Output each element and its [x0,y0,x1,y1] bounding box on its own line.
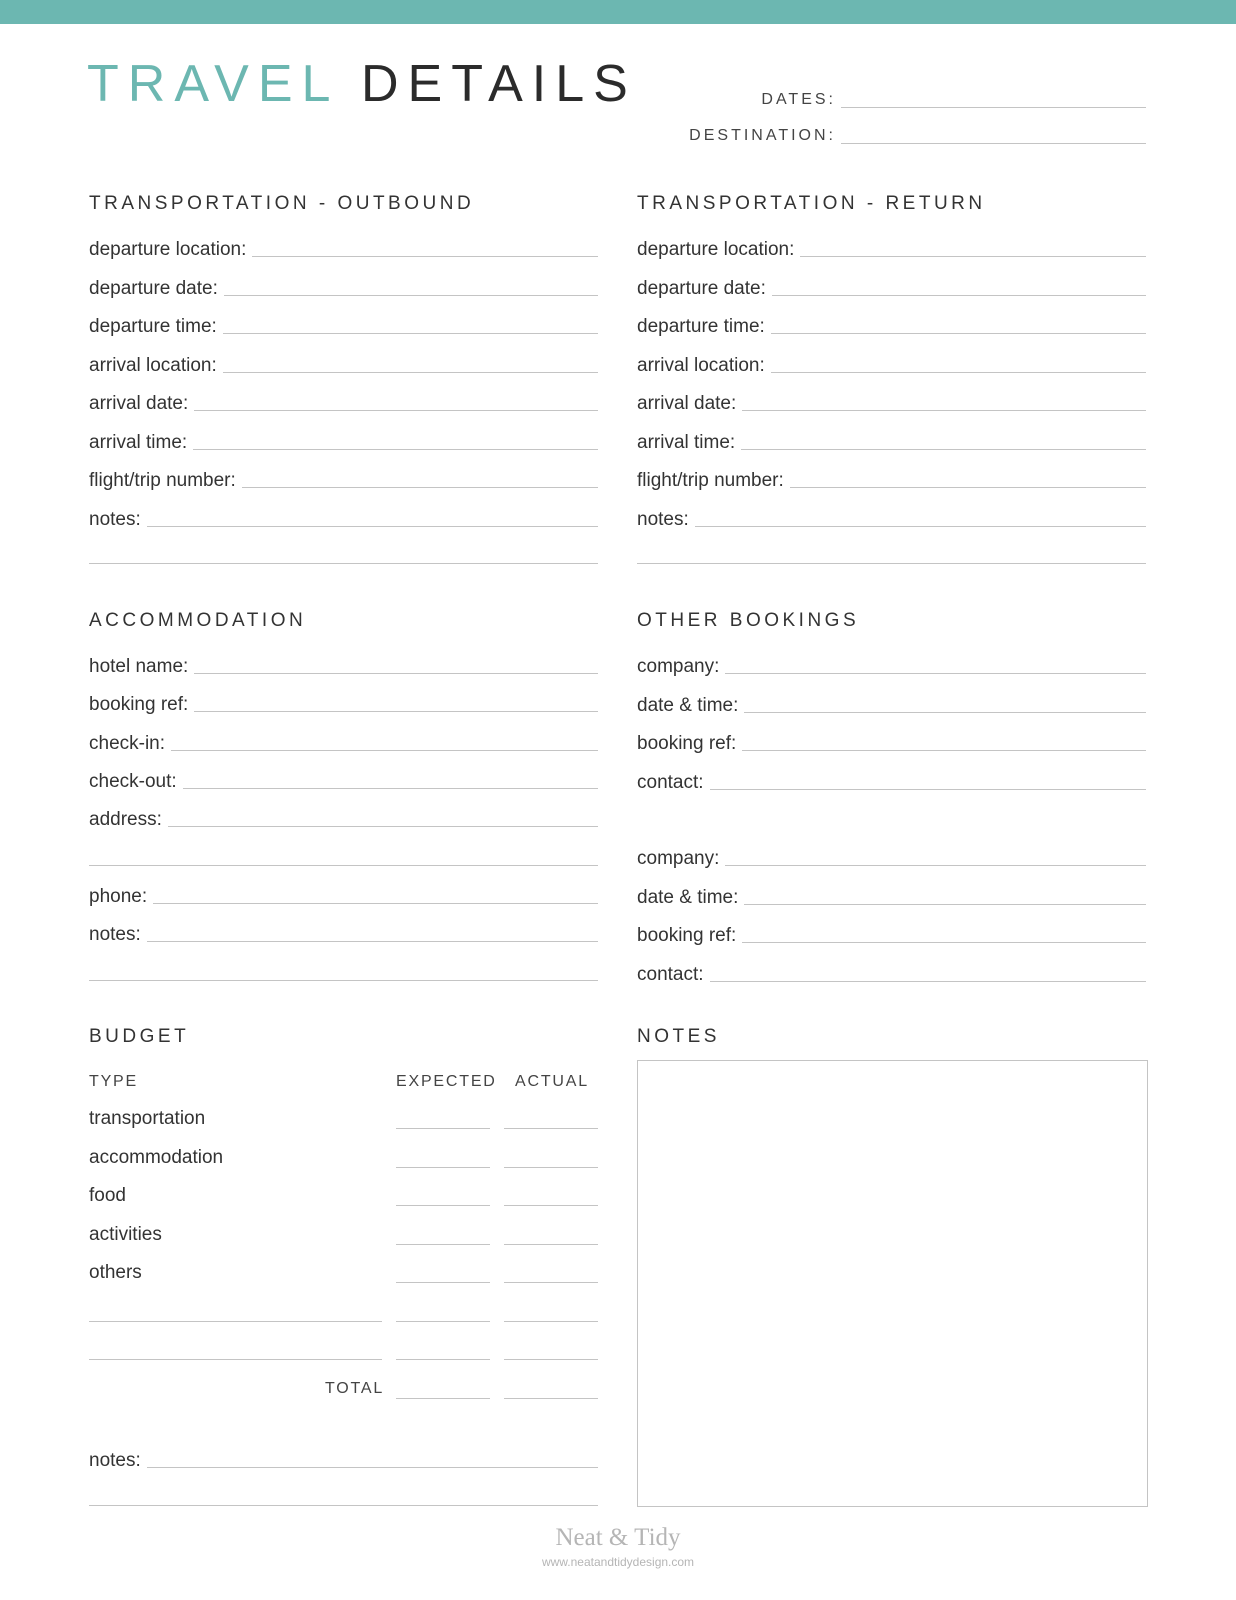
accommodation-hotel-name-line[interactable] [194,673,598,674]
accommodation-booking-ref-label: booking ref: [89,694,189,715]
accommodation-notes-label: notes: [89,924,141,945]
booking2-contact-field[interactable] [637,958,1146,984]
accommodation-phone-label: phone: [89,886,148,907]
outbound-arrival-location-label: arrival location: [89,354,217,376]
outbound-arrival-location-line[interactable] [223,372,598,373]
outbound-flight-trip-number-label: flight/trip number: [89,470,236,491]
budget-custom-type-line[interactable] [89,1359,382,1360]
budget-row-accommodation: accommodation [89,1146,224,1168]
budget-actual-line[interactable] [504,1282,598,1283]
return-flight-trip-number-line[interactable] [790,487,1146,488]
outbound-departure-time-label: departure time: [89,316,217,337]
booking1-company-line[interactable] [725,673,1146,674]
top-accent-bar [0,0,1236,24]
booking2-date-time-label: date & time: [637,886,739,908]
address-extra-line[interactable] [89,865,598,866]
booking2-company-line[interactable] [725,865,1146,866]
destination-label: DESTINATION: [689,127,836,144]
return-notes-label: notes: [637,508,689,530]
outbound-notes-line[interactable] [147,526,598,527]
budget-row-food: food [89,1185,126,1206]
destination-field[interactable] [680,114,1146,144]
return-arrival-time-label: arrival time: [637,431,736,453]
booking1-company-field[interactable] [637,650,1146,676]
budget-row-activities: activities [89,1223,162,1245]
notes-box[interactable] [637,1060,1148,1507]
budget-total-label: TOTAL [325,1380,385,1397]
booking2-contact-line[interactable] [710,981,1146,982]
outbound-arrival-date-line[interactable] [194,410,598,411]
return-heading: TRANSPORTATION - RETURN [637,193,986,214]
accommodation-hotel-name-label: hotel name: [89,656,189,677]
notes-heading: NOTES [637,1026,720,1047]
return-notes-line[interactable] [695,526,1146,527]
budget-actual-line[interactable] [504,1244,598,1245]
booking2-booking-ref-line[interactable] [742,942,1146,943]
return-departure-date-label: departure date: [637,277,766,299]
outbound-flight-trip-number-field[interactable] [89,464,598,490]
outbound-heading: TRANSPORTATION - OUTBOUND [89,193,475,214]
dates-field[interactable] [750,78,1146,108]
budget-actual-header: ACTUAL [515,1073,589,1090]
budget-type-header: TYPE [89,1073,138,1090]
footer-url: www.neatandtidydesign.com [541,1555,695,1569]
budget-expected-line[interactable] [396,1205,490,1206]
booking1-date-time-field[interactable] [637,689,1146,715]
outbound-departure-time-line[interactable] [223,333,598,334]
booking2-contact-label: contact: [637,963,704,985]
budget-actual-line[interactable] [504,1398,598,1399]
return-departure-time-line[interactable] [771,333,1146,334]
accommodation-phone-field[interactable] [89,880,598,906]
footer-logo: Neat & Tidy [555,1524,681,1551]
booking1-date-time-line[interactable] [744,712,1146,713]
return-departure-time-field[interactable] [637,310,1146,336]
booking1-contact-field[interactable] [637,766,1146,792]
accommodation-check-in-line[interactable] [171,750,598,751]
budget-heading: BUDGET [89,1026,190,1047]
booking2-booking-ref-label: booking ref: [637,925,737,946]
page-title [87,55,637,113]
outbound-departure-location-field[interactable] [89,233,598,259]
budget-expected-line[interactable] [396,1359,490,1360]
accommodation-booking-ref-field[interactable] [89,688,598,714]
outbound-departure-date-field[interactable] [89,272,598,298]
budget-expected-line[interactable] [396,1244,490,1245]
return-departure-date-line[interactable] [772,295,1146,296]
booking1-contact-label: contact: [637,771,704,793]
outbound-notes-label: notes: [89,508,141,530]
accommodation-check-in-label: check-in: [89,733,166,754]
outbound-departure-date-line[interactable] [224,295,598,296]
return-arrival-location-field[interactable] [637,349,1146,375]
return-arrival-time-field[interactable] [637,426,1146,452]
return-flight-trip-number-field[interactable] [637,464,1146,490]
outbound-departure-date-label: departure date: [89,277,218,299]
budget-actual-line[interactable] [504,1321,598,1322]
return-arrival-date-line[interactable] [742,410,1146,411]
accommodation-hotel-name-field[interactable] [89,650,598,676]
booking2-date-time-line[interactable] [744,904,1146,905]
outbound-arrival-time-field[interactable] [89,426,598,452]
budget-actual-line[interactable] [504,1359,598,1360]
budget-custom-type-line[interactable] [89,1321,382,1322]
outbound-arrival-time-label: arrival time: [89,431,188,453]
outbound-arrival-date-field[interactable] [89,387,598,413]
outbound-notes-field[interactable] [89,503,598,529]
title-part-travel: TRAVEL [87,55,338,113]
accommodation-address-field[interactable] [89,803,598,829]
title-part-details: DETAILS [360,55,637,113]
accommodation-notes-extra-line[interactable] [89,980,598,981]
budget-expected-line[interactable] [396,1321,490,1322]
accommodation-booking-ref-line[interactable] [194,711,598,712]
booking1-date-time-label: date & time: [637,694,739,716]
accommodation-check-out-label: check-out: [89,771,177,792]
budget-notes-line[interactable] [147,1467,598,1468]
return-departure-location-field[interactable] [637,233,1146,259]
accommodation-heading: ACCOMMODATION [89,610,307,631]
budget-expected-line[interactable] [396,1167,490,1168]
booking1-company-label: company: [637,656,720,677]
budget-expected-line[interactable] [396,1398,490,1399]
return-notes-extra-line[interactable] [637,563,1146,564]
outbound-arrival-date-label: arrival date: [89,393,189,414]
budget-notes-field[interactable] [89,1444,598,1470]
budget-expected-header: EXPECTED [396,1073,497,1090]
outbound-arrival-time-line[interactable] [193,449,598,450]
outbound-departure-location-line[interactable] [252,256,598,257]
budget-expected-line[interactable] [396,1282,490,1283]
return-departure-location-label: departure location: [637,239,795,260]
return-departure-date-field[interactable] [637,272,1146,298]
return-flight-trip-number-label: flight/trip number: [637,470,784,491]
budget-actual-line[interactable] [504,1128,598,1129]
outbound-arrival-location-field[interactable] [89,349,598,375]
return-notes-field[interactable] [637,503,1146,529]
dates-line[interactable] [841,107,1146,108]
booking2-booking-ref-field[interactable] [637,919,1146,945]
accommodation-address-label: address: [89,809,162,830]
destination-line[interactable] [841,143,1146,144]
booking1-booking-ref-line[interactable] [742,750,1146,751]
budget-notes-extra-line[interactable] [89,1505,598,1506]
outbound-departure-time-field[interactable] [89,310,598,336]
return-arrival-time-line[interactable] [741,449,1146,450]
budget-actual-line[interactable] [504,1205,598,1206]
accommodation-check-out-line[interactable] [183,788,598,789]
return-arrival-location-line[interactable] [771,372,1146,373]
accommodation-check-out-field[interactable] [89,765,598,791]
outbound-flight-trip-number-line[interactable] [242,487,598,488]
booking1-booking-ref-field[interactable] [637,727,1146,753]
accommodation-notes-field[interactable] [89,918,598,944]
booking1-booking-ref-label: booking ref: [637,733,737,754]
return-arrival-location-label: arrival location: [637,354,765,376]
budget-actual-line[interactable] [504,1167,598,1168]
return-departure-location-line[interactable] [800,256,1146,257]
budget-notes-label: notes: [89,1450,141,1471]
return-arrival-date-field[interactable] [637,387,1146,413]
booking2-company-label: company: [637,848,720,869]
dates-label: DATES: [761,91,836,108]
accommodation-phone-line[interactable] [153,903,598,904]
other-bookings-heading: OTHER BOOKINGS [637,610,860,631]
accommodation-check-in-field[interactable] [89,727,598,753]
return-arrival-date-label: arrival date: [637,393,737,414]
booking1-contact-line[interactable] [710,789,1146,790]
booking2-company-field[interactable] [637,842,1146,868]
outbound-notes-extra-line[interactable] [89,563,598,564]
budget-row-transportation: transportation [89,1108,206,1129]
budget-row-others: others [89,1262,142,1283]
accommodation-notes-line[interactable] [147,941,598,942]
booking2-date-time-field[interactable] [637,881,1146,907]
outbound-departure-location-label: departure location: [89,239,247,260]
return-departure-time-label: departure time: [637,316,765,337]
accommodation-address-line[interactable] [168,826,598,827]
budget-expected-line[interactable] [396,1128,490,1129]
